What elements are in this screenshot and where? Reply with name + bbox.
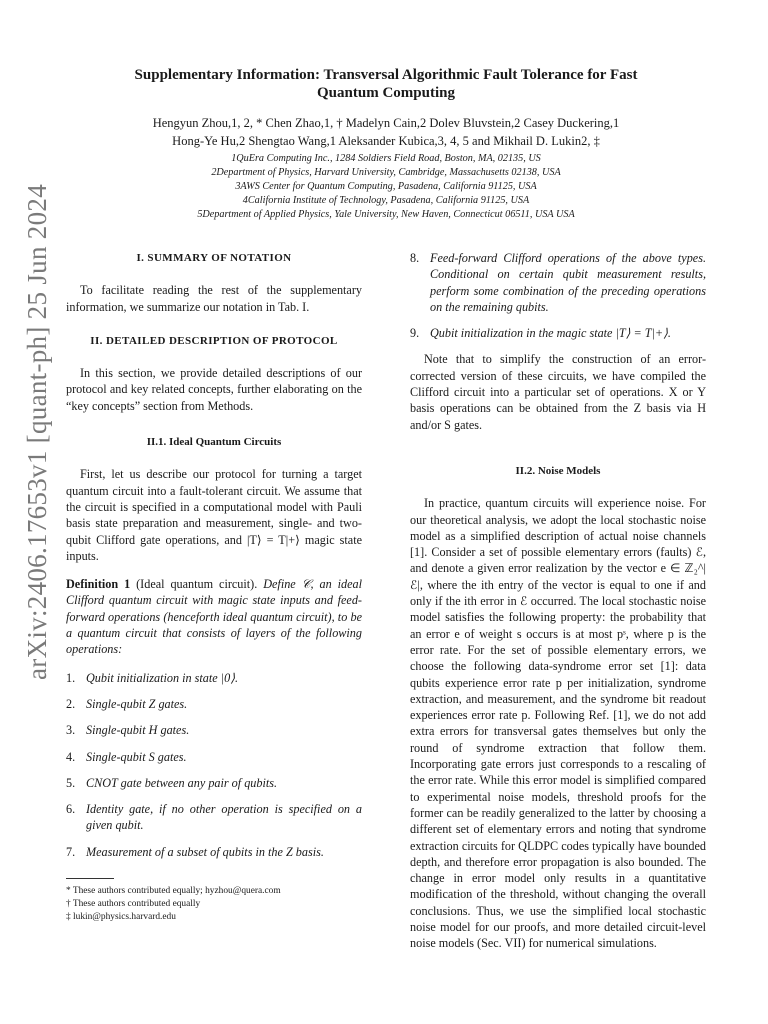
operations-list	[66, 670, 362, 860]
right-column	[410, 250, 706, 952]
operation-number: 5.	[66, 775, 76, 790]
footnote: † These authors contributed equally	[66, 898, 201, 909]
operation-item	[66, 670, 362, 686]
operation-number: 3.	[66, 723, 76, 738]
operation-item	[66, 801, 362, 834]
operation-item	[410, 250, 706, 315]
operation-text: Qubit initialization in state |0⟩.	[86, 670, 238, 685]
operation-text: Qubit initialization in the magic state |T⟩ = T|+⟩.	[430, 326, 671, 341]
operation-text: Measurement of a subset of qubits in the Z basis.	[86, 844, 324, 859]
note-paragraph: Note that to simplify the construction of an error-corrected version of these circuits, we have compiled the Clifford circuit into a particular set of operations. X or Y basis operations can be obtained from the Z basis via H and/or S gates.	[410, 352, 706, 432]
operation-item	[66, 722, 362, 738]
operation-text: CNOT gate between any pair of qubits.	[86, 775, 278, 790]
protocol-intro-paragraph: In this section, we provide detailed descriptions of our protocol and key related concepts, further elaborating on the “key concepts” section from Methods.	[66, 366, 362, 413]
footnote: ‡ lukin@physics.harvard.edu	[66, 911, 176, 922]
paper-title: Supplementary Information: Transversal Algorithmic Fault Tolerance for Fast Quantum Computing	[134, 67, 638, 101]
section-heading-summary: I. SUMMARY OF NOTATION	[136, 252, 292, 264]
operation-number: 9.	[410, 326, 420, 341]
operation-item	[66, 749, 362, 765]
operation-item	[410, 325, 706, 341]
summary-paragraph: To facilitate reading the rest of the supplementary information, we summarize our notation in Tab. I.	[66, 283, 362, 314]
arxiv-identifier: arXiv:2406.17653v1 [quant-ph] 25 Jun 2024	[22, 184, 52, 680]
footnote-divider	[66, 878, 114, 879]
operation-text: Single-qubit Z gates.	[86, 696, 188, 711]
operation-text: Single-qubit H gates.	[86, 723, 190, 738]
operation-item	[66, 696, 362, 712]
operation-text: Feed-forward Clifford operations of the above types. Conditional on certain qubit measurement results, perform some combination of the preceding operations on the remaining qubits.	[430, 251, 706, 314]
ideal-circuits-paragraph: First, let us describe our protocol for turning a target quantum circuit into a fault-tolerant circuit. We assume that the circuit is specified in a computational model with Pauli basis state preparation and measurement, single- and two-qubit Clifford gate operations, and |T⟩ = T|+⟩ magic state inputs.	[66, 467, 362, 563]
affiliation: 3AWS Center for Quantum Computing, Pasadena, California 91125, USA	[235, 181, 537, 192]
subsection-heading-ideal-circuits: II.1. Ideal Quantum Circuits	[146, 436, 282, 449]
subsection-heading-noise-models: II.2. Noise Models	[515, 464, 601, 477]
operation-number: 7.	[66, 844, 76, 859]
section-heading-protocol: II. DETAILED DESCRIPTION OF PROTOCOL	[90, 334, 338, 347]
operation-item	[66, 775, 362, 791]
operations-list-continued	[410, 250, 706, 341]
operation-text: Identity gate, if no other operation is specified on a given qubit.	[86, 802, 362, 833]
operation-text: Single-qubit S gates.	[86, 749, 187, 764]
noise-models-paragraph: In practice, quantum circuits will experience noise. For our theoretical analysis, we adopt the local stochastic noise model as a simplified description of actual noise channels [1]. Consider a set of possible elementary errors (faults) ℰ, and denote a given error realization by the vector e ∈ ℤ₂^|ℰ|, where the ith entry of the vector is equal to one if and only if the ith error in ℰ occurred. The local stochastic noise model satisfies the following property: the probability that an error e of weight s occurs is at most pˢ, where p is the error rate. For the set of possible elementary errors, we choose the following data-syndrome error set [1]: data qubits experience error rate p per initialization, syndrome extraction, and measurement, and the syndrome bit readout experiences error rate p. Following Ref. [1], we do not add extra errors for transversal gates themselves but only the round of syndrome extraction that follow them. Incorporating gate errors just corresponds to a rescaling of the error rate. While this error model is simplified compared to experimental noise models, threshold proofs for the former can be readily generalized to the latter by choosing a different set of elementary errors and noting that syndrome extraction circuits for QLDPC codes typically have bounded depth, and therefore error propagation is also bounded. The change in error model only results in a quantitative modification of the threshold, without changing the overall conclusions. Thus, we use the simplified local stochastic noise model for our proofs, and more detailed circuit-level noise models (Sec. VII) for numerical simulations.	[410, 496, 706, 951]
affiliation: 1QuEra Computing Inc., 1284 Soldiers Field Road, Boston, MA, 02135, US	[231, 153, 541, 164]
affiliation: 2Department of Physics, Harvard University, Cambridge, Massachusetts 02138, USA	[211, 167, 561, 178]
affiliation: 5Department of Applied Physics, Yale University, New Haven, Connecticut 06511, USA USA	[197, 209, 575, 220]
operation-number: 2.	[66, 696, 76, 711]
author-list	[80, 114, 692, 150]
operation-number: 1.	[66, 670, 76, 685]
footnote: * These authors contributed equally; hyzhou@quera.com	[66, 886, 281, 897]
footnotes	[66, 885, 362, 923]
operation-item	[66, 844, 362, 860]
definition-label: Definition 1	[66, 577, 131, 592]
definition-block	[66, 576, 362, 657]
authors-line-2: Hong-Ye Hu,2 Shengtao Wang,1 Aleksander Kubica,3, 4, 5 and Mikhail D. Lukin2, ‡	[172, 134, 600, 148]
authors-line-1: Hengyun Zhou,1, 2, * Chen Zhao,1, † Madelyn Cain,2 Dolev Bluvstein,2 Casey Duckering,1	[152, 116, 620, 130]
definition-name: (Ideal quantum circuit).	[136, 577, 258, 592]
operation-number: 4.	[66, 749, 76, 764]
affiliation: 4California Institute of Technology, Pasadena, California 91125, USA	[242, 195, 530, 206]
affiliation-list	[80, 152, 692, 222]
operation-number: 6.	[66, 802, 76, 817]
operation-number: 8.	[410, 251, 420, 265]
paper-header	[80, 66, 692, 222]
left-column	[66, 250, 362, 923]
definition-text: Define 𝒞, an ideal Clifford quantum circuit with magic state inputs and feed-forward operations (henceforth ideal quantum circuit), to be a quantum circuit that consists of layers of the following operations:	[66, 577, 362, 657]
